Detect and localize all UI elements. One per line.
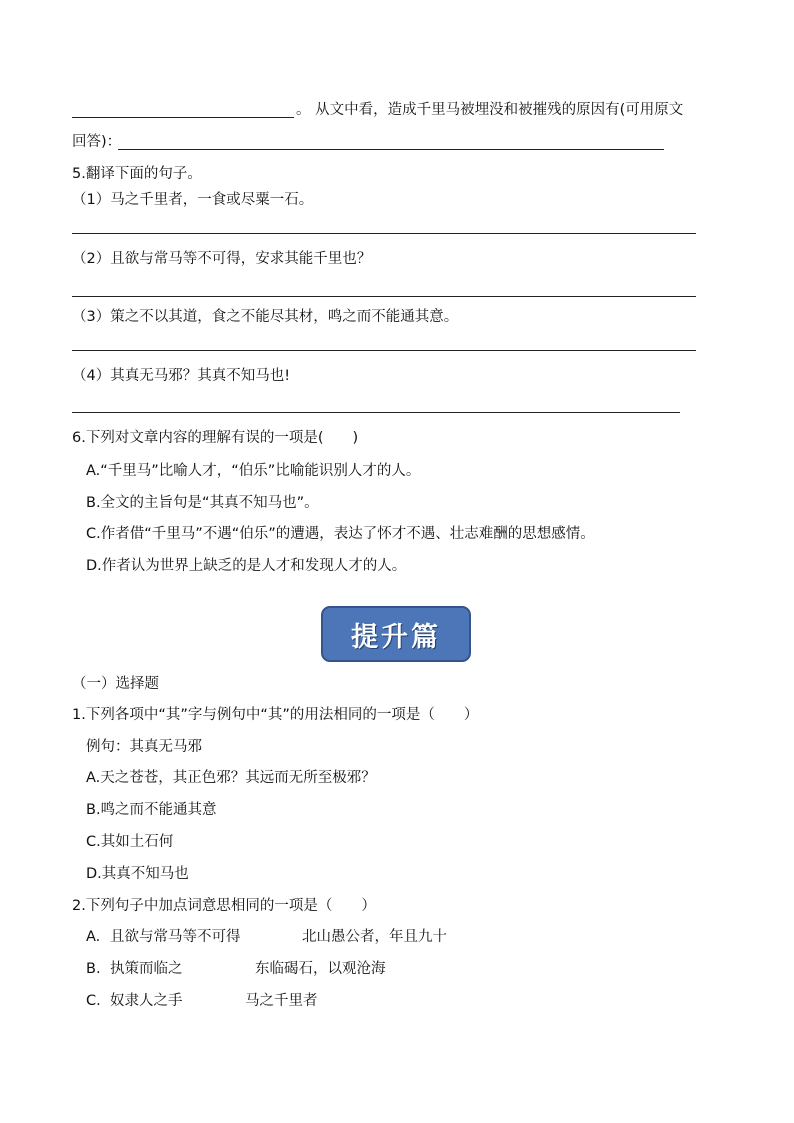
answer-line-q5-3[interactable] — [72, 350, 696, 351]
s1-q2-option-a-right: 北山愚公者，年且九十 — [302, 929, 447, 945]
s1-q1-title: 1.下列各项中“其”字与例句中“其”的用法相同的一项是（ ） — [72, 707, 479, 723]
q4-line1-text: 。 从文中看，造成千里马被埋没和被摧残的原因有(可用原文 — [296, 102, 684, 118]
s1-q1-option-d: D.其真不知马也 — [86, 866, 189, 882]
s1-q2-title: 2.下列句子中加点词意思相同的一项是（ ） — [72, 898, 376, 914]
s1-q1-option-c: C.其如土石何 — [86, 834, 174, 850]
s1-q2-option-b-label: B. — [86, 961, 101, 977]
section-banner — [321, 606, 471, 662]
section-title: （一）选择题 — [72, 676, 159, 692]
answer-blank-q4-b[interactable] — [118, 149, 664, 150]
q5-title: 5.翻译下面的句子。 — [72, 166, 202, 182]
s1-q1-option-a: A.天之苍苍，其正色邪？其远而无所至极邪？ — [86, 770, 376, 786]
s1-q2-option-b-right: 东临碣石，以观沧海 — [255, 961, 386, 977]
s1-q1-option-b: B.鸣之而不能通其意 — [86, 802, 217, 818]
q6-option-a: A.“千里马”比喻人才，“伯乐”比喻能识别人才的人。 — [86, 463, 421, 479]
q6-option-d: D.作者认为世界上缺乏的是人才和发现人才的人。 — [86, 558, 407, 574]
q5-item-4: （4）其真无马邪？其真不知马也! — [72, 368, 291, 384]
s1-q2-option-c-left: 奴隶人之手 — [110, 993, 183, 1009]
q5-item-1: （1）马之千里者，一食或尽粟一石。 — [72, 192, 314, 208]
s1-q2-option-b-left: 执策而临之 — [110, 961, 183, 977]
s1-q2-option-c-right: 马之千里者 — [245, 993, 318, 1009]
q5-item-3: （3）策之不以其道，食之不能尽其材，鸣之而不能通其意。 — [72, 309, 459, 325]
answer-blank-q4-a[interactable] — [72, 117, 294, 118]
q6-option-c: C.作者借“千里马”不遇“伯乐”的遭遇，表达了怀才不遇、壮志难酬的思想感情。 — [86, 526, 595, 542]
answer-line-q5-4[interactable] — [72, 412, 680, 413]
s1-q2-option-a-left: 且欲与常马等不可得 — [110, 929, 241, 945]
q6-title: 6.下列对文章内容的理解有误的一项是( ) — [72, 430, 359, 446]
answer-line-q5-1[interactable] — [72, 233, 696, 234]
s1-q2-option-c-label: C. — [86, 993, 101, 1009]
answer-line-q5-2[interactable] — [72, 296, 696, 297]
q4-line2-label: 回答)： — [72, 134, 122, 150]
q5-item-2: （2）且欲与常马等不可得，安求其能千里也？ — [72, 251, 372, 267]
s1-q2-option-a-label: A. — [86, 929, 101, 945]
s1-q1-example: 例句：其真无马邪 — [86, 739, 202, 755]
q6-option-b: B.全文的主旨句是“其真不知马也”。 — [86, 495, 319, 511]
section-banner-label: 提升篇 — [351, 621, 441, 653]
